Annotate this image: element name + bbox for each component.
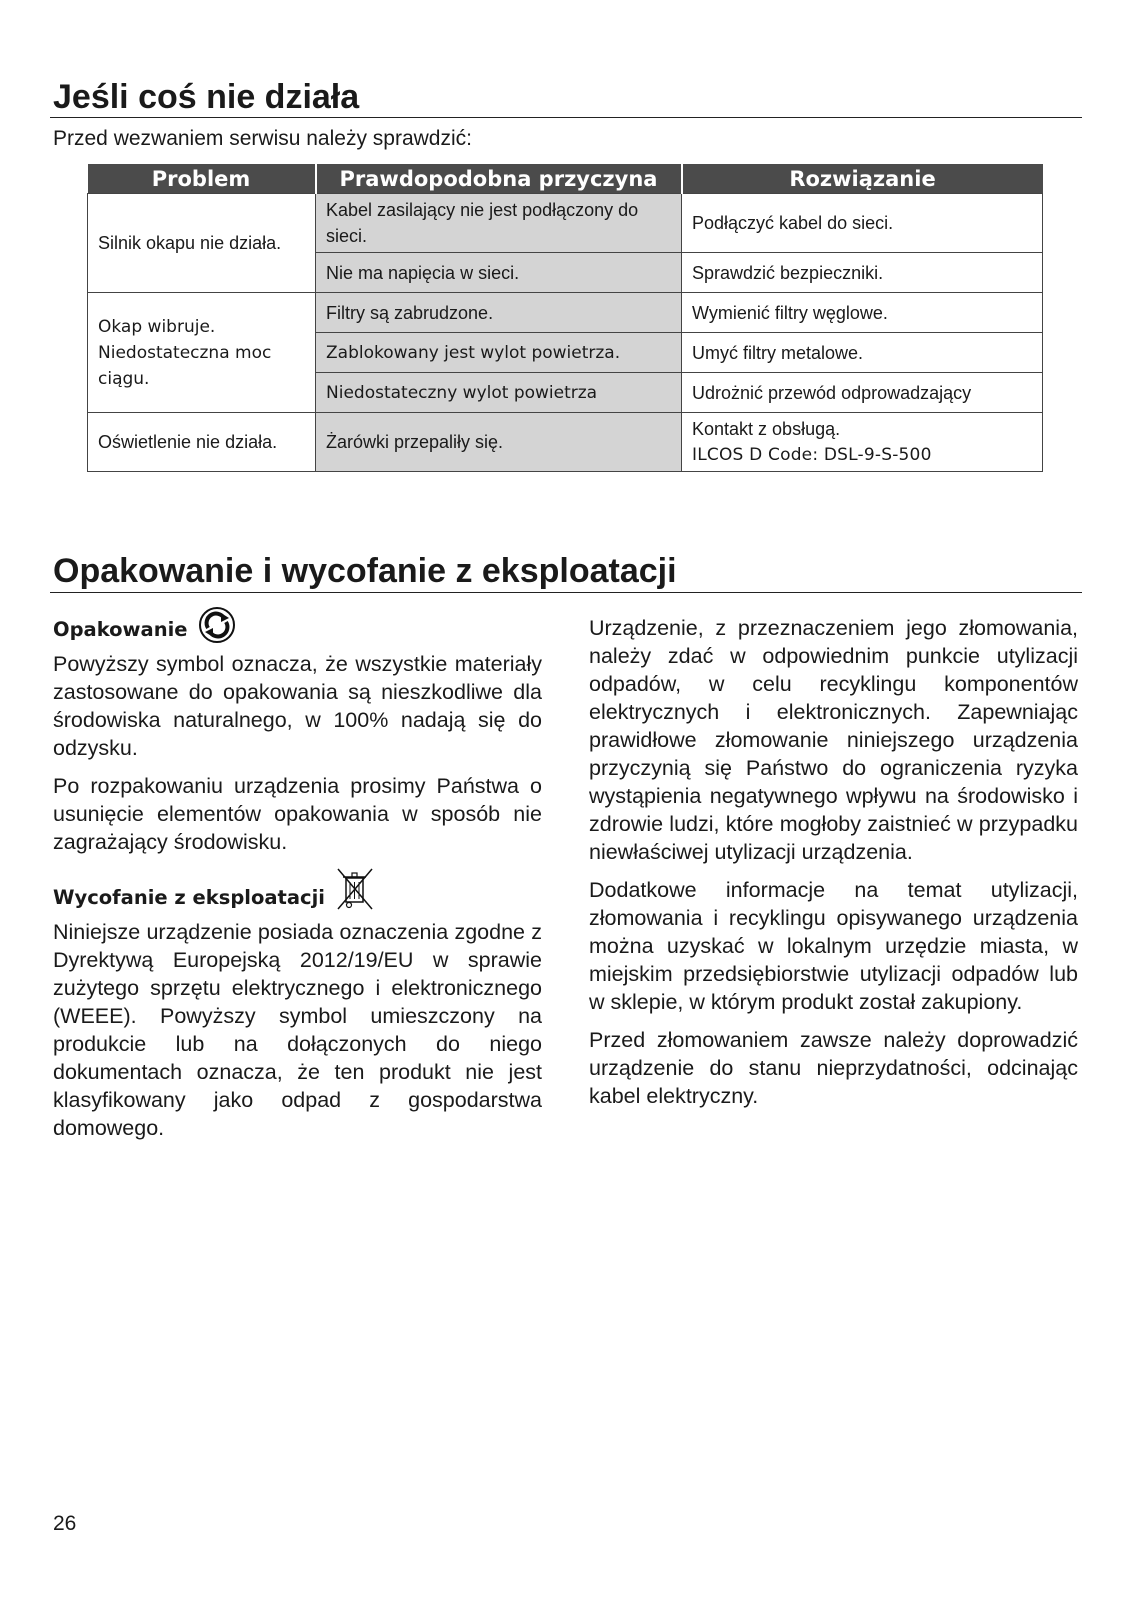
- table-row: [88, 413, 1043, 472]
- disposal-paragraph: Niniejsze urządzenie posiada oznaczenia zgodne z Dyrektywą Europejską 2012/19/EU w sprawie zużytego sprzętu elektrycznego i elektronicznego (WEEE). Powyższy symbol umieszczony na produkcie lub na dołączonych do niego dokumentach oznacza, że ten produkt nie jest klasyfikowany jako odpad z gospodarstwa domowego.: [53, 920, 542, 1140]
- problem-cell: Okap wibruje. Niedostateczna moc ciągu.: [88, 293, 316, 413]
- cause-cell: Kabel zasilający nie jest podłączony do sieci.: [316, 194, 682, 253]
- title-underline: [50, 592, 1082, 593]
- section-title-disposal: Opakowanie i wycofanie z eksploatacji: [53, 552, 677, 590]
- right-paragraph-3: Przed złomowaniem zawsze należy doprowadzić urządzenie do stanu nieprzydatności, odcinając kabel elektryczny.: [589, 1028, 1078, 1108]
- solution-cell: Sprawdzić bezpieczniki.: [682, 253, 1043, 293]
- right-column: [589, 614, 1078, 1120]
- disposal-heading-text: Wycofanie z eksploatacji: [53, 886, 325, 909]
- header-cause: Prawdopodobna przyczyna: [316, 164, 682, 194]
- packaging-heading: [53, 606, 542, 644]
- packaging-paragraph-1: Powyższy symbol oznacza, że wszystkie materiały zastosowane do opakowania są nieszkodliwe dla środowiska naturalnego, w 100% nadają się do odzysku.: [53, 652, 542, 760]
- left-column: [53, 606, 542, 1152]
- disposal-heading: [53, 866, 542, 912]
- section-title-troubleshooting: Jeśli coś nie działa: [53, 78, 360, 116]
- cause-cell: Niedostateczny wylot powietrza: [316, 373, 682, 413]
- crossed-bin-icon: [335, 866, 375, 912]
- solution-cell: [682, 413, 1043, 472]
- solution-cell: Umyć filtry metalowe.: [682, 333, 1043, 373]
- packaging-heading-text: Opakowanie: [53, 618, 188, 641]
- solution-cell: Wymienić filtry węglowe.: [682, 293, 1043, 333]
- table-row: [88, 293, 1043, 333]
- problem-cell: Oświetlenie nie działa.: [88, 413, 316, 472]
- cause-cell: Filtry są zabrudzone.: [316, 293, 682, 333]
- table-row: [88, 194, 1043, 253]
- title-underline: [50, 117, 1082, 118]
- packaging-paragraph-2: Po rozpakowaniu urządzenia prosimy Państwa o usunięcie elementów opakowania w sposób nie zagrażający środowisku.: [53, 774, 542, 854]
- header-solution: Rozwiązanie: [682, 164, 1043, 194]
- problem-cell: Silnik okapu nie działa.: [88, 194, 316, 293]
- ilcos-code: ILCOS D Code: DSL-9-S-500: [692, 445, 932, 465]
- page-number: 26: [53, 1512, 77, 1535]
- cause-cell: Zablokowany jest wylot powietrza.: [316, 333, 682, 373]
- solution-text: Kontakt z obsługą.: [692, 419, 841, 439]
- right-paragraph-1: Urządzenie, z przeznaczeniem jego złomowania, należy zdać w odpowiednim punkcie utylizacji odpadów, w celu recyklingu komponentów elektrycznych i elektronicznych. Zapewniając prawidłowe złomowanie niniejszego urządzenia przyczynią się Państwo do ograniczenia ryzyka wystąpienia negatywnego wpływu na środowisko i zdrowie ludzi, które mogłoby zaistnieć w przypadku niewłaściwej utylizacji urządzenia.: [589, 616, 1078, 864]
- intro-text: Przed wezwaniem serwisu należy sprawdzić:: [53, 127, 472, 150]
- solution-cell: Udrożnić przewód odprowadzający: [682, 373, 1043, 413]
- solution-cell: Podłączyć kabel do sieci.: [682, 194, 1043, 253]
- header-problem: Problem: [88, 164, 316, 194]
- right-paragraph-2: Dodatkowe informacje na temat utylizacji, złomowania i recyklingu opisywanego urządzenia można uzyskać w lokalnym urzędzie miasta, w miejskim przedsiębiorstwie utylizacji odpadów lub w sklepie, w którym produkt został zakupiony.: [589, 878, 1078, 1014]
- table-header-row: [88, 164, 1043, 194]
- cause-cell: Nie ma napięcia w sieci.: [316, 253, 682, 293]
- cause-cell: Żarówki przepaliły się.: [316, 413, 682, 472]
- recycle-icon: [198, 606, 236, 644]
- troubleshooting-table: [87, 164, 1043, 472]
